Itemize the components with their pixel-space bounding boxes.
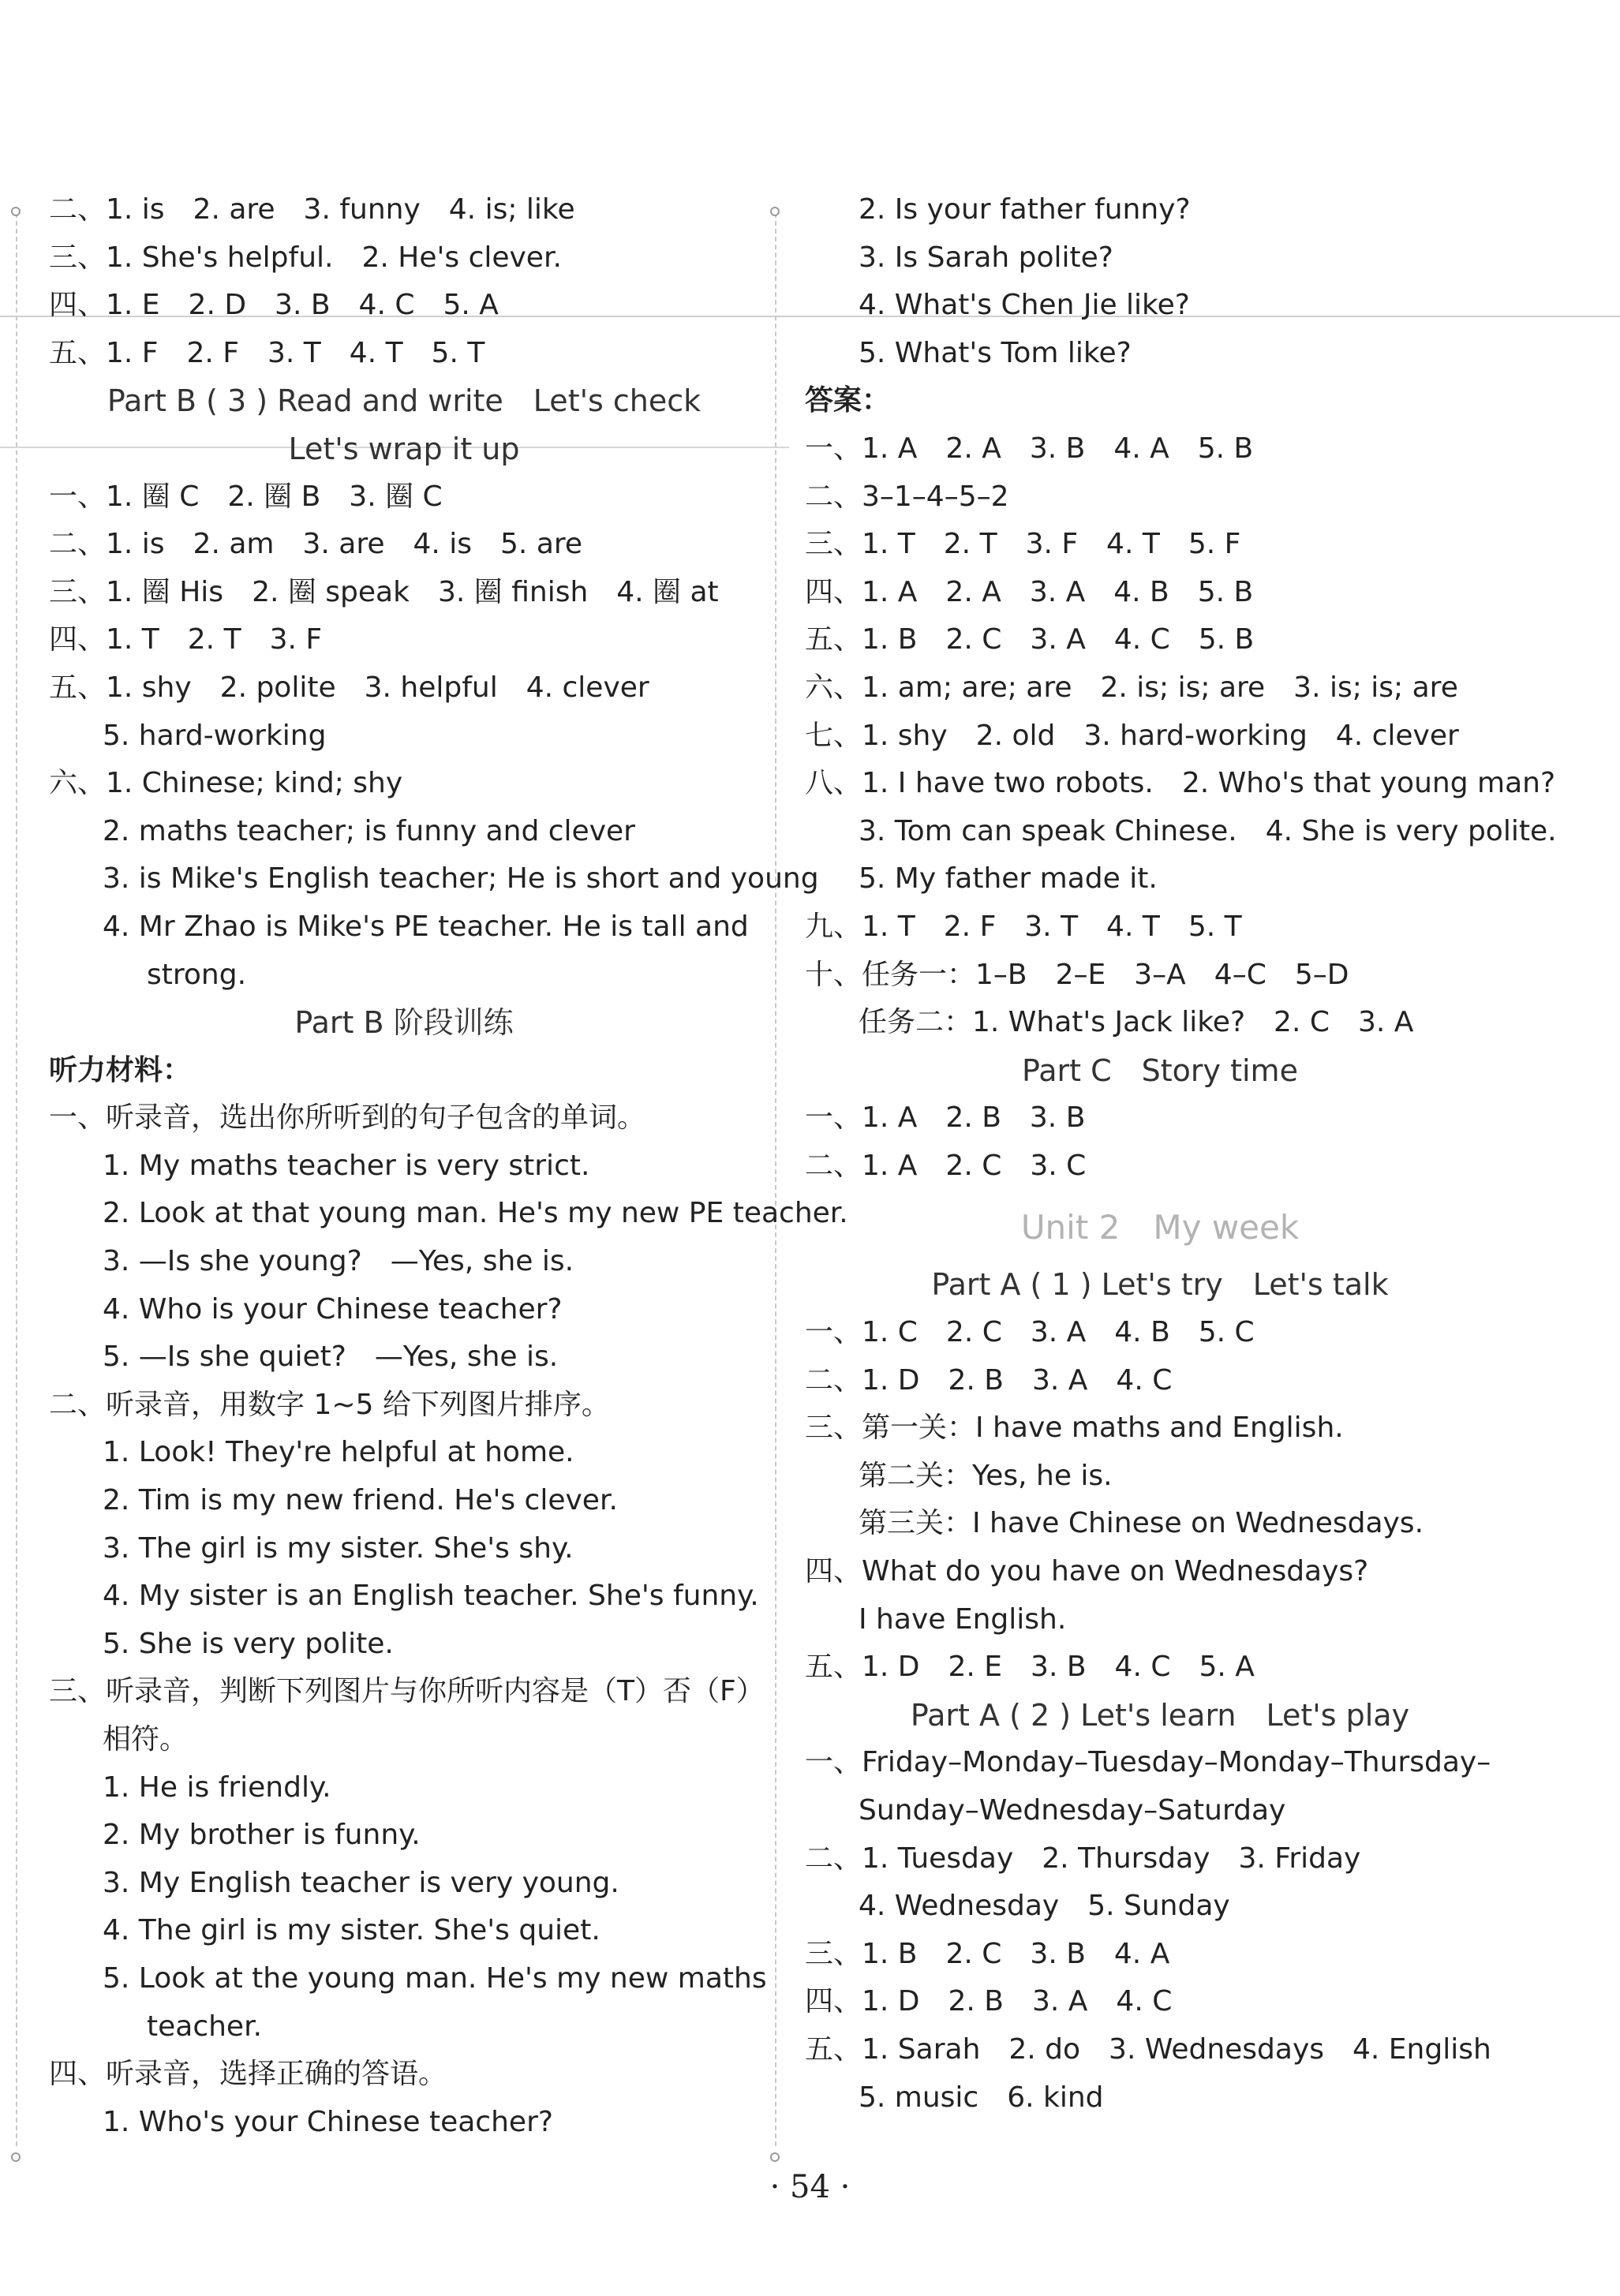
unit-title: Unit 2 My week: [1020, 1208, 1300, 1247]
answer-line-indented: 4. Mr Zhao is Mike's PE teacher. He is tall and: [103, 910, 749, 943]
answer-line: 四、听录音，选择正确的答语。: [49, 2058, 447, 2091]
section-heading: Part A ( 1 ) Let's try Let's talk: [931, 1267, 1389, 1303]
answer-line: 九、1. T 2. F 3. T 4. T 5. T: [805, 910, 1242, 943]
answer-line: 六、1. Chinese; kind; shy: [49, 767, 403, 800]
answer-line: 二、1. Tuesday 2. Thursday 3. Friday: [805, 1842, 1361, 1875]
section-heading: Part A ( 2 ) Let's learn Let's play: [910, 1697, 1410, 1733]
answer-line-indented: 相符。: [103, 1723, 189, 1756]
answer-line: 八、1. I have two robots. 2. Who's that young man?: [805, 767, 1556, 800]
answer-line-indented: 5. What's Tom like?: [859, 336, 1132, 369]
answer-line: 二、1. is 2. am 3. are 4. is 5. are: [49, 528, 583, 561]
answer-line: 三、1. She's helpful. 2. He's clever.: [49, 241, 562, 274]
answer-line: 二、1. A 2. C 3. C: [805, 1149, 1087, 1182]
binding-hole-top-left: [11, 207, 21, 216]
left-dashed-margin: [16, 213, 17, 2146]
section-heading: Part B ( 3 ) Read and write Let's check: [107, 383, 702, 419]
answer-line-indented: 1. Look! They're helpful at home.: [103, 1436, 574, 1469]
center-dashed-divider: [775, 213, 776, 2146]
answer-line-indented: 3. —Is she young? —Yes, she is.: [103, 1245, 574, 1278]
answer-line: 五、1. B 2. C 3. A 4. C 5. B: [805, 623, 1255, 656]
answer-line-indented: 5. music 6. kind: [859, 2081, 1104, 2114]
answer-line: 五、1. Sarah 2. do 3. Wednesdays 4. English: [805, 2032, 1491, 2066]
answer-line-continued: strong.: [147, 958, 247, 991]
answer-line: 二、听录音，用数字 1~5 给下列图片排序。: [49, 1388, 610, 1421]
answer-line-indented: 4. What's Chen Jie like?: [859, 289, 1190, 322]
answer-line-indented: I have English.: [859, 1602, 1067, 1636]
answer-line-indented: 3. My English teacher is very young.: [103, 1866, 619, 1899]
answer-line-indented: 4. My sister is an English teacher. She's funny.: [103, 1580, 759, 1613]
answer-line: 二、3–1–4–5–2: [805, 480, 1009, 513]
answer-line-indented: 任务二：1. What's Jack like? 2. C 3. A: [859, 1006, 1414, 1039]
answer-line: 四、1. D 2. B 3. A 4. C: [805, 1985, 1173, 2018]
answer-line: 四、1. T 2. T 3. F: [49, 623, 323, 656]
answer-line: 三、1. T 2. T 3. F 4. T 5. F: [805, 528, 1241, 561]
answer-line: 一、1. A 2. A 3. B 4. A 5. B: [805, 432, 1254, 465]
answer-line-indented: 3. Tom can speak Chinese. 4. She is very polite.: [859, 814, 1557, 847]
binding-hole-bottom-left: [11, 2152, 21, 2162]
answer-line-indented: 5. She is very polite.: [103, 1627, 394, 1660]
answer-line: 二、1. is 2. are 3. funny 4. is; like: [49, 193, 575, 226]
answer-line-indented: 2. Is your father funny?: [859, 193, 1191, 226]
answer-line: 十、任务一：1–B 2–E 3–A 4–C 5–D: [805, 958, 1349, 991]
answer-line: 一、听录音，选出你所听到的句子包含的单词。: [49, 1101, 646, 1135]
answer-line-indented: 3. is Mike's English teacher; He is short and young: [103, 862, 819, 896]
answer-line-indented: 2. My brother is funny.: [103, 1819, 421, 1852]
section-label: 答案：: [805, 384, 891, 417]
answer-line: 二、1. D 2. B 3. A 4. C: [805, 1363, 1173, 1397]
answer-line-indented: 5. Look at the young man. He's my new maths: [103, 1961, 767, 1995]
answer-line: 一、1. C 2. C 3. A 4. B 5. C: [805, 1316, 1255, 1349]
binding-hole-bottom-center: [770, 2152, 780, 2162]
answer-line: 五、1. D 2. E 3. B 4. C 5. A: [805, 1651, 1255, 1684]
answer-line-indented: 2. Tim is my new friend. He's clever.: [103, 1484, 618, 1517]
answer-line-indented: 3. Is Sarah polite?: [859, 241, 1113, 274]
answer-line: 三、第一关：I have maths and English.: [805, 1412, 1344, 1445]
binding-hole-top-center: [770, 207, 780, 216]
answer-line: 六、1. am; are; are 2. is; is; are 3. is; is; are: [805, 671, 1458, 704]
answer-line-indented: 1. He is friendly.: [103, 1771, 331, 1804]
section-heading: Part B 阶段训练: [294, 1005, 514, 1041]
answer-line: 三、1. B 2. C 3. B 4. A: [805, 1937, 1170, 1970]
section-heading: Part C Story time: [1022, 1053, 1298, 1088]
right-column: [805, 186, 1557, 2122]
answer-line-indented: Sunday–Wednesday–Saturday: [859, 1794, 1286, 1827]
answer-line: 一、1. 圈 C 2. 圈 B 3. 圈 C: [49, 480, 443, 513]
answer-line-indented: 5. hard-working: [103, 719, 327, 752]
answer-line: 四、What do you have on Wednesdays?: [805, 1555, 1369, 1588]
answer-line: 三、听录音，判断下列图片与你所听内容是（T）否（F）: [49, 1675, 765, 1708]
page-number: · 54 ·: [769, 2169, 851, 2205]
answer-line: 五、1. F 2. F 3. T 4. T 5. T: [49, 336, 485, 369]
answer-line-indented: 第三关：I have Chinese on Wednesdays.: [859, 1507, 1424, 1540]
section-heading: Let's wrap it up: [288, 431, 520, 466]
answer-line-indented: 2. Look at that young man. He's my new PE teacher.: [103, 1197, 848, 1230]
answer-line: 七、1. shy 2. old 3. hard-working 4. clever: [805, 719, 1459, 752]
answer-line-continued: teacher.: [147, 2010, 263, 2043]
section-label: 听力材料：: [49, 1053, 192, 1086]
answer-line-indented: 3. The girl is my sister. She's shy.: [103, 1531, 574, 1565]
answer-line: 一、Friday–Monday–Tuesday–Monday–Thursday–: [805, 1746, 1491, 1779]
answer-line: 五、1. shy 2. polite 3. helpful 4. clever: [49, 671, 649, 704]
answer-line-indented: 5. —Is she quiet? —Yes, she is.: [103, 1341, 559, 1374]
answer-line: 一、1. A 2. B 3. B: [805, 1101, 1086, 1135]
answer-line-indented: 5. My father made it.: [859, 862, 1158, 896]
answer-line-indented: 1. My maths teacher is very strict.: [103, 1149, 590, 1182]
answer-line: 四、1. E 2. D 3. B 4. C 5. A: [49, 289, 499, 322]
answer-line: 三、1. 圈 His 2. 圈 speak 3. 圈 finish 4. 圈 at: [49, 575, 719, 608]
answer-line-indented: 4. Who is your Chinese teacher?: [103, 1292, 563, 1326]
answer-line-indented: 第二关：Yes, he is.: [859, 1459, 1113, 1492]
answer-line-indented: 1. Who's your Chinese teacher?: [103, 2105, 553, 2138]
answer-line-indented: 4. The girl is my sister. She's quiet.: [103, 1914, 600, 1947]
answer-line-indented: 2. maths teacher; is funny and clever: [103, 814, 635, 847]
answer-line: 四、1. A 2. A 3. A 4. B 5. B: [805, 575, 1254, 608]
answer-line-indented: 4. Wednesday 5. Sunday: [859, 1890, 1230, 1923]
